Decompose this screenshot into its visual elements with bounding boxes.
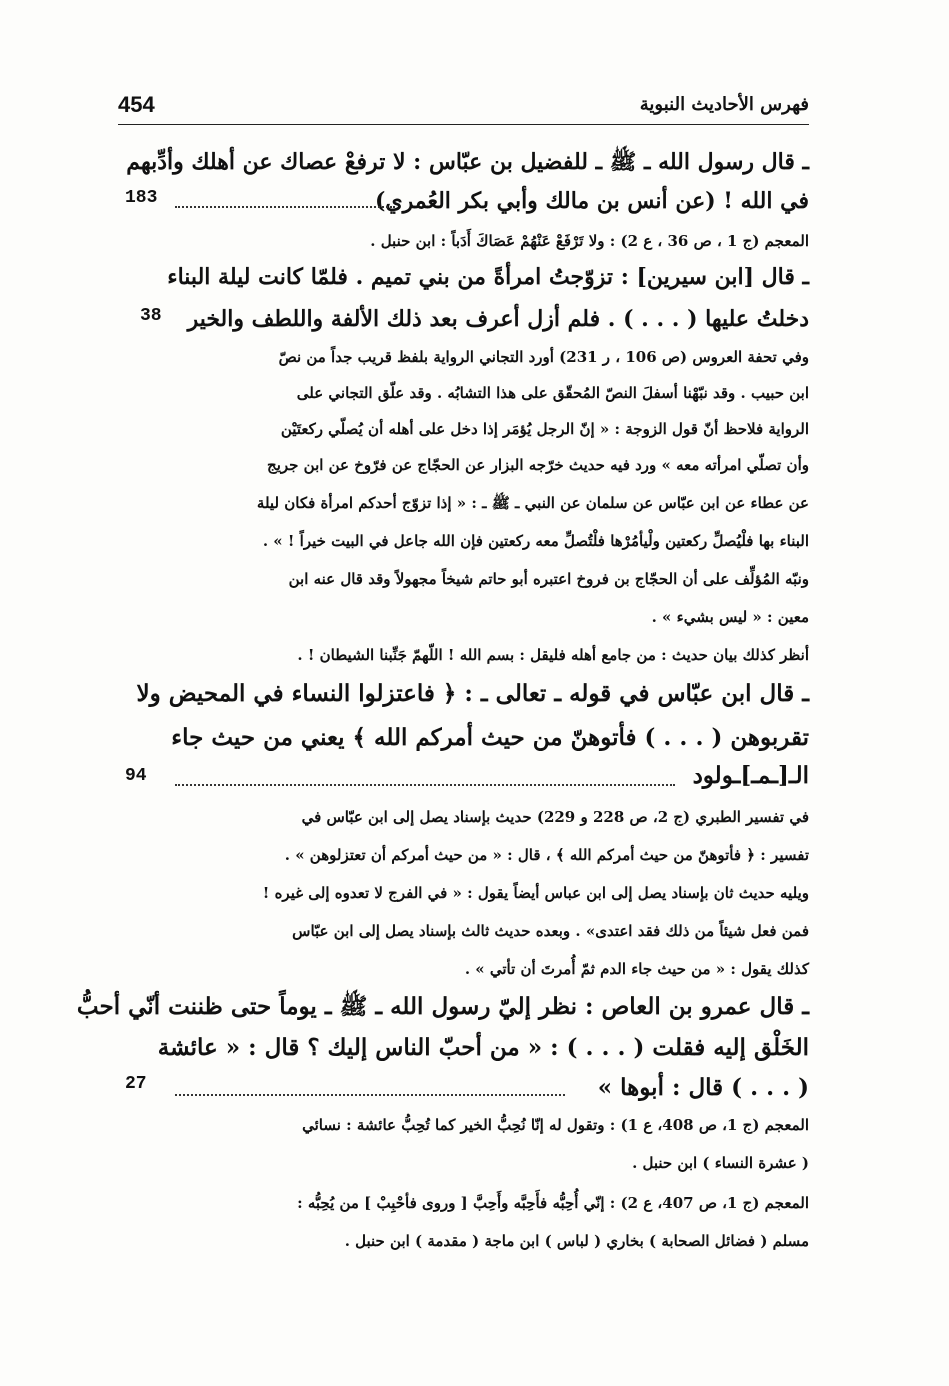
running-title: فهرس الأحاديث النبوية xyxy=(639,94,809,115)
header-divider xyxy=(118,124,809,125)
entry-4-note-4: مسلم ( فضائل الصحابة ) بخاري ( لباس ) ابن ماجة ( مقدمة ) ابن حنبل . xyxy=(344,1232,809,1250)
entry-3-note-1: في تفسير الطبري (ج 2، ص 228 و 229) حديث بإسناد يصل إلى ابن عبّاس في xyxy=(301,808,809,826)
entry-2-ref: 38 xyxy=(140,306,162,326)
entry-1-leader xyxy=(175,206,395,208)
page-number: 454 xyxy=(118,92,155,117)
entry-3-ref: 94 xyxy=(125,766,147,786)
entry-1-ref: 183 xyxy=(125,188,158,208)
entry-2-note-7: ونبّه المُؤلِّف على أن الحجّاج بن فروخ اعتبره أبو حاتم شيخاً مجهولاً وقد قال عنه ابن xyxy=(288,570,809,588)
entry-4-note-3: المعجم (ج 1، ص 407، ع 2) : إنّي أُحِبُّه فأَحِبَّه وأَحِبَّ [ وروى فأحْبِبْ ] من يُحِبُّه : xyxy=(297,1194,809,1212)
entry-3-line-2: تقربوهن ( . . . ) فأتوهنّ من حيث أمركم الله ﴾ يعني من حيث جاء xyxy=(171,724,809,751)
entry-2-note-3: الرواية فلاحظ أنّ قول الزوجة : « إنّ الرجل يُؤمَر إذا دخل على أهله أن يُصلّي ركعتَيْن xyxy=(280,420,809,438)
entry-3-leader xyxy=(175,784,675,786)
entry-3-line-3: الـ[ـمـ]ـولود xyxy=(692,762,809,789)
entry-1-line-1: ـ قال رسول الله ـ ﷺ ـ للفضيل بن عبّاس : لا ترفعْ عصاك عن أهلك وأدِّبهم xyxy=(126,149,809,175)
entry-3-note-4: فمن فعل شيئاً من ذلك فقد اعتدى» . وبعده حديث ثالث بإسناد يصل إلى ابن عبّاس xyxy=(292,922,809,940)
entry-1-line-2: في الله ! (عن أنس بن مالك وأبي بكر العُمري) xyxy=(374,188,809,214)
entry-2-note-4: وأن تصلّي امرأته معه » ورد فيه حديث خرّجه البزار عن الحجّاج عن فرّوخ عن ابن جريج xyxy=(267,456,809,474)
entry-1-note-1: المعجم (ج 1 ، ص 36 ، ع 2) : ولا تَرْفَعْ عَنْهُمْ عَصَاكَ أَدَباً : ابن حنبل . xyxy=(370,232,809,250)
entry-3-note-5: كذلك يقول : « من حيث جاء الدم ثمّ أُمرتَ أن تأتي » . xyxy=(464,960,809,978)
entry-2-note-1: وفي تحفة العروس (ص 106 ، ر 231) أورد التجاني الرواية بلفظ قريب جداً من نصّ xyxy=(278,348,809,366)
entry-4-line-1: ـ قال عمرو بن العاص : نظر إليّ رسول الله ـ ﷺ ـ يوماً حتى ظننت أنّي أحبُّ xyxy=(76,993,809,1020)
entry-3-line-1: ـ قال ابن عبّاس في قوله ـ تعالى ـ : ﴿ فاعتزلوا النساء في المحيض ولا xyxy=(136,680,809,707)
entry-2-note-8: معين : « ليس بشيء » . xyxy=(651,608,809,626)
entry-4-leader xyxy=(175,1094,565,1096)
entry-2-note-5: عن عطاء عن ابن عبّاس عن سلمان عن النبي ـ ﷺ ـ : « إذا تزوّج أحدكم امرأة فكان ليلة xyxy=(256,494,809,512)
entry-3-note-3: ويليه حديث ثان بإسناد يصل إلى ابن عباس أيضاً يقول : « في الفرج لا تعدوه إلى غيره ! xyxy=(262,884,809,902)
entry-4-note-2: ( عشرة النساء ) ابن حنبل . xyxy=(632,1154,809,1172)
entry-2-line-2: دخلتُ عليها ( . . . ) . فلم أزل أعرف بعد ذلك الألفة واللطف والخير xyxy=(187,306,809,332)
entry-2-note-9: أنظر كذلك بيان حديث : من جامع أهله فليقل : بسم الله ! اللّهمّ جَنِّبنا الشيطان ! . xyxy=(297,646,809,664)
entry-4-ref: 27 xyxy=(125,1074,147,1094)
entry-3-note-2: تفسير : ﴿ فأتوهنّ من حيث أمركم الله ﴾ ، قال : « من حيث أمركم أن تعتزلوهن » . xyxy=(284,846,809,864)
entry-4-note-1: المعجم (ج 1، ص 408، ع 1) : وتقول له إنّا نُحِبُّ الخير كما تُحِبُّ عائشة : نسائي xyxy=(302,1116,809,1134)
page-header xyxy=(118,92,809,122)
entry-4-line-3: ( . . . ) قال : أبوها » xyxy=(597,1074,809,1101)
entry-2-line-1: ـ قال [ابن سيرين] : تزوّجتُ امرأةً من بني تميم . فلمّا كانت ليلة البناء xyxy=(167,264,809,290)
entry-2-note-6: البناء بها فلْيُصلِّ ركعتين ولْيأمُرْها فلْتُصلِّ معه ركعتين فإن الله جاعل في البيت خيراً ! » . xyxy=(262,532,809,550)
entry-2-note-2: ابن حبيب . وقد نبّهْنا أسفلَ النصّ المُحقّق على هذا التشابُه . وقد علّق التجاني على xyxy=(296,384,809,402)
entry-4-line-2: الخَلْق إليه فقلت ( . . . ) : « من أحبّ الناس إليك ؟ قال : « عائشة xyxy=(157,1034,809,1061)
